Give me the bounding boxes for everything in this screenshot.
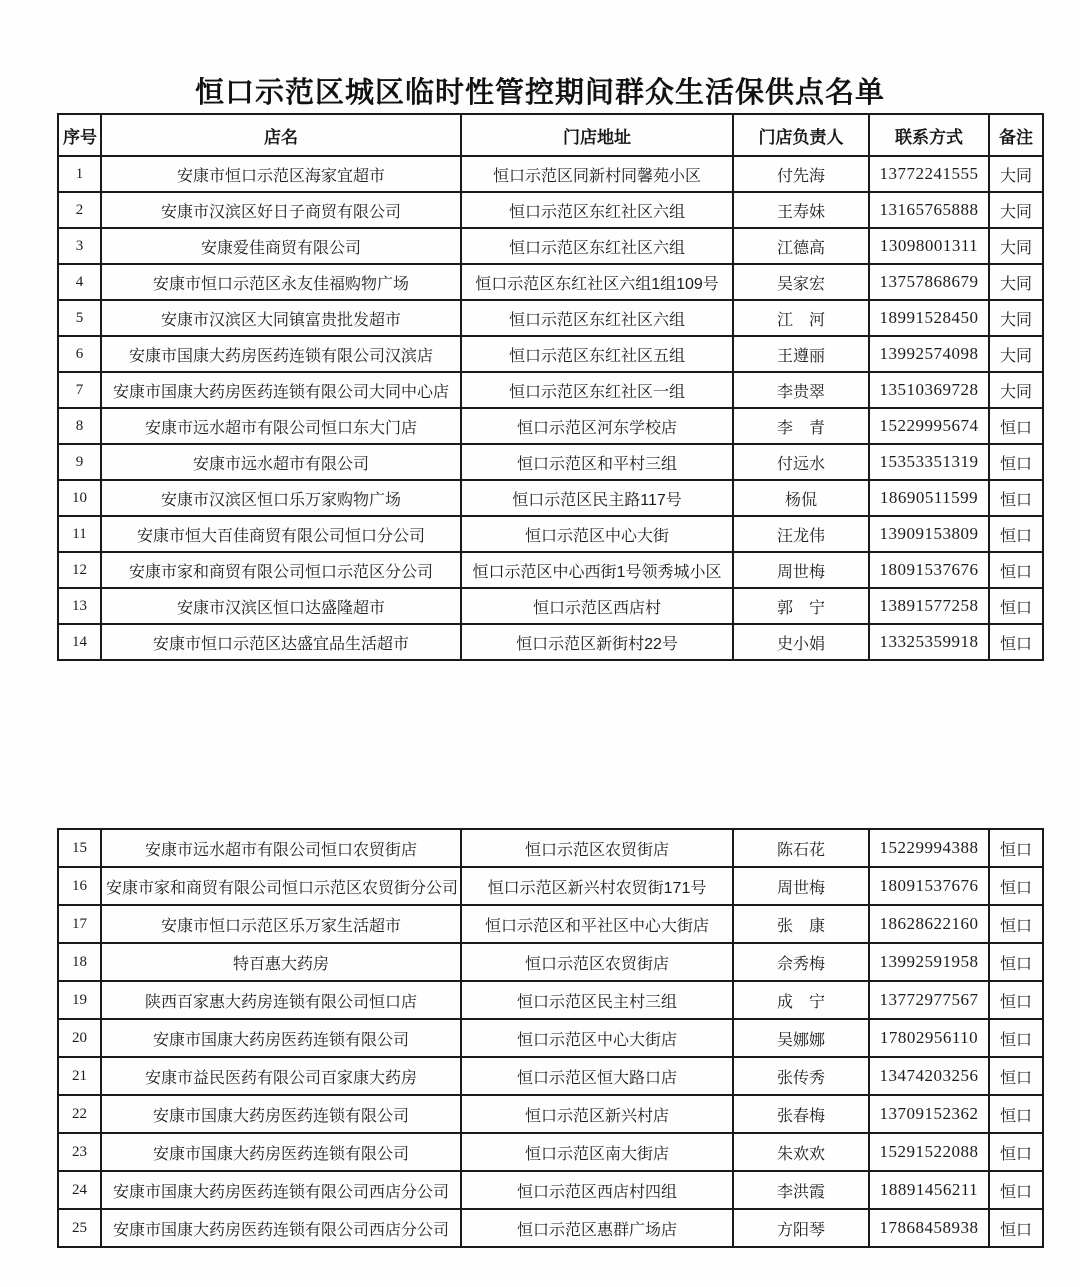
note-cell: 恒口 (989, 480, 1043, 516)
col-header-address: 门店地址 (461, 114, 733, 156)
table-row (58, 1095, 1043, 1133)
contact-phone-cell: 13772977567 (869, 981, 989, 1019)
note-cell: 恒口 (989, 624, 1043, 660)
store-manager-cell: 吴家宏 (733, 264, 869, 300)
row-serial-cell: 20 (58, 1019, 101, 1057)
store-name-cell: 安康市汉滨区恒口达盛隆超市 (101, 588, 461, 624)
store-name-cell: 安康爱佳商贸有限公司 (101, 228, 461, 264)
contact-phone-cell: 18891456211 (869, 1171, 989, 1209)
store-manager-cell: 方阳琴 (733, 1209, 869, 1247)
store-address-cell: 恒口示范区河东学校店 (461, 408, 733, 444)
col-header-store: 店名 (101, 114, 461, 156)
table-row (58, 1209, 1043, 1247)
table-row (58, 408, 1043, 444)
row-serial-cell: 21 (58, 1057, 101, 1095)
col-header-manager: 门店负责人 (733, 114, 869, 156)
col-header-serial: 序号 (58, 114, 101, 156)
store-manager-cell: 朱欢欢 (733, 1133, 869, 1171)
note-cell: 恒口 (989, 905, 1043, 943)
store-name-cell: 安康市恒口示范区达盛宜品生活超市 (101, 624, 461, 660)
table-row (58, 156, 1043, 192)
table-row (58, 480, 1043, 516)
store-address-cell: 恒口示范区中心大街 (461, 516, 733, 552)
store-name-cell: 安康市汉滨区好日子商贸有限公司 (101, 192, 461, 228)
row-serial-cell: 13 (58, 588, 101, 624)
store-address-cell: 恒口示范区农贸街店 (461, 829, 733, 867)
note-cell: 恒口 (989, 1057, 1043, 1095)
store-address-cell: 恒口示范区新街村22号 (461, 624, 733, 660)
contact-phone-cell: 13909153809 (869, 516, 989, 552)
note-cell: 恒口 (989, 943, 1043, 981)
supply-points-table-page2 (57, 828, 1044, 1248)
row-serial-cell: 10 (58, 480, 101, 516)
row-serial-cell: 25 (58, 1209, 101, 1247)
row-serial-cell: 5 (58, 300, 101, 336)
store-manager-cell: 成 宁 (733, 981, 869, 1019)
store-manager-cell: 张春梅 (733, 1095, 869, 1133)
table-row (58, 516, 1043, 552)
note-cell: 大同 (989, 192, 1043, 228)
store-manager-cell: 王寿妹 (733, 192, 869, 228)
contact-phone-cell: 13325359918 (869, 624, 989, 660)
store-manager-cell: 张 康 (733, 905, 869, 943)
store-name-cell: 安康市国康大药房医药连锁有限公司西店分公司 (101, 1209, 461, 1247)
row-serial-cell: 2 (58, 192, 101, 228)
row-serial-cell: 22 (58, 1095, 101, 1133)
table-row (58, 588, 1043, 624)
contact-phone-cell: 15229995674 (869, 408, 989, 444)
store-manager-cell: 杨侃 (733, 480, 869, 516)
store-manager-cell: 史小娟 (733, 624, 869, 660)
store-address-cell: 恒口示范区东红社区六组 (461, 192, 733, 228)
note-cell: 大同 (989, 372, 1043, 408)
note-cell: 大同 (989, 336, 1043, 372)
store-name-cell: 安康市汉滨区大同镇富贵批发超市 (101, 300, 461, 336)
store-name-cell: 安康市恒口示范区海家宜超市 (101, 156, 461, 192)
store-address-cell: 恒口示范区惠群广场店 (461, 1209, 733, 1247)
table-row (58, 192, 1043, 228)
store-manager-cell: 汪龙伟 (733, 516, 869, 552)
contact-phone-cell: 15291522088 (869, 1133, 989, 1171)
table-row (58, 1171, 1043, 1209)
store-manager-cell: 周世梅 (733, 552, 869, 588)
contact-phone-cell: 13891577258 (869, 588, 989, 624)
note-cell: 恒口 (989, 552, 1043, 588)
table-row (58, 829, 1043, 867)
store-manager-cell: 付远水 (733, 444, 869, 480)
col-header-contact: 联系方式 (869, 114, 989, 156)
table-row (58, 552, 1043, 588)
store-name-cell: 安康市家和商贸有限公司恒口示范区农贸街分公司 (101, 867, 461, 905)
row-serial-cell: 15 (58, 829, 101, 867)
store-name-cell: 陕西百家惠大药房连锁有限公司恒口店 (101, 981, 461, 1019)
row-serial-cell: 17 (58, 905, 101, 943)
table-row (58, 264, 1043, 300)
store-name-cell: 安康市益民医药有限公司百家康大药房 (101, 1057, 461, 1095)
page-title: 恒口示范区城区临时性管控期间群众生活保供点名单 (194, 77, 885, 109)
store-address-cell: 恒口示范区民主路117号 (461, 480, 733, 516)
row-serial-cell: 12 (58, 552, 101, 588)
contact-phone-cell: 13098001311 (869, 228, 989, 264)
store-address-cell: 恒口示范区西店村 (461, 588, 733, 624)
note-cell: 大同 (989, 300, 1043, 336)
row-serial-cell: 4 (58, 264, 101, 300)
row-serial-cell: 7 (58, 372, 101, 408)
store-address-cell: 恒口示范区新兴村店 (461, 1095, 733, 1133)
store-name-cell: 安康市恒大百佳商贸有限公司恒口分公司 (101, 516, 461, 552)
store-manager-cell: 陈石花 (733, 829, 869, 867)
store-name-cell: 安康市国康大药房医药连锁有限公司 (101, 1095, 461, 1133)
note-cell: 恒口 (989, 1209, 1043, 1247)
note-cell: 恒口 (989, 516, 1043, 552)
store-address-cell: 恒口示范区东红社区六组1组109号 (461, 264, 733, 300)
table-body-page2 (58, 829, 1043, 1247)
contact-phone-cell: 13165765888 (869, 192, 989, 228)
row-serial-cell: 11 (58, 516, 101, 552)
table-row (58, 981, 1043, 1019)
row-serial-cell: 24 (58, 1171, 101, 1209)
contact-phone-cell: 13757868679 (869, 264, 989, 300)
row-serial-cell: 6 (58, 336, 101, 372)
contact-phone-cell: 13992591958 (869, 943, 989, 981)
store-manager-cell: 李 青 (733, 408, 869, 444)
store-name-cell: 安康市国康大药房医药连锁有限公司大同中心店 (101, 372, 461, 408)
row-serial-cell: 1 (58, 156, 101, 192)
row-serial-cell: 19 (58, 981, 101, 1019)
note-cell: 恒口 (989, 1171, 1043, 1209)
contact-phone-cell: 13510369728 (869, 372, 989, 408)
store-name-cell: 安康市恒口示范区乐万家生活超市 (101, 905, 461, 943)
table-row (58, 228, 1043, 264)
note-cell: 恒口 (989, 981, 1043, 1019)
note-cell: 恒口 (989, 588, 1043, 624)
note-cell: 恒口 (989, 867, 1043, 905)
store-manager-cell: 周世梅 (733, 867, 869, 905)
table-row (58, 372, 1043, 408)
store-address-cell: 恒口示范区农贸街店 (461, 943, 733, 981)
store-manager-cell: 付先海 (733, 156, 869, 192)
store-manager-cell: 李洪霞 (733, 1171, 869, 1209)
table-row (58, 905, 1043, 943)
store-address-cell: 恒口示范区恒大路口店 (461, 1057, 733, 1095)
store-address-cell: 恒口示范区和平村三组 (461, 444, 733, 480)
store-name-cell: 安康市远水超市有限公司恒口农贸街店 (101, 829, 461, 867)
store-manager-cell: 王遵丽 (733, 336, 869, 372)
contact-phone-cell: 18690511599 (869, 480, 989, 516)
contact-phone-cell: 17868458938 (869, 1209, 989, 1247)
note-cell: 大同 (989, 156, 1043, 192)
store-address-cell: 恒口示范区南大街店 (461, 1133, 733, 1171)
contact-phone-cell: 18991528450 (869, 300, 989, 336)
contact-phone-cell: 18091537676 (869, 552, 989, 588)
store-manager-cell: 张传秀 (733, 1057, 869, 1095)
table-row (58, 300, 1043, 336)
store-address-cell: 恒口示范区和平社区中心大街店 (461, 905, 733, 943)
store-manager-cell: 郭 宁 (733, 588, 869, 624)
contact-phone-cell: 15353351319 (869, 444, 989, 480)
contact-phone-cell: 18091537676 (869, 867, 989, 905)
contact-phone-cell: 13992574098 (869, 336, 989, 372)
row-serial-cell: 3 (58, 228, 101, 264)
header-row (58, 114, 1043, 156)
store-name-cell: 安康市国康大药房医药连锁有限公司 (101, 1133, 461, 1171)
store-name-cell: 安康市汉滨区恒口乐万家购物广场 (101, 480, 461, 516)
col-header-note: 备注 (989, 114, 1043, 156)
store-address-cell: 恒口示范区东红社区六组 (461, 300, 733, 336)
row-serial-cell: 23 (58, 1133, 101, 1171)
store-address-cell: 恒口示范区东红社区一组 (461, 372, 733, 408)
note-cell: 恒口 (989, 1019, 1043, 1057)
note-cell: 大同 (989, 228, 1043, 264)
store-name-cell: 安康市恒口示范区永友佳福购物广场 (101, 264, 461, 300)
store-name-cell: 安康市远水超市有限公司恒口东大门店 (101, 408, 461, 444)
table-body-page1 (58, 156, 1043, 660)
table-row (58, 943, 1043, 981)
store-address-cell: 恒口示范区中心大街店 (461, 1019, 733, 1057)
store-name-cell: 安康市国康大药房医药连锁有限公司西店分公司 (101, 1171, 461, 1209)
table-row (58, 444, 1043, 480)
contact-phone-cell: 17802956110 (869, 1019, 989, 1057)
note-cell: 恒口 (989, 1133, 1043, 1171)
note-cell: 恒口 (989, 1095, 1043, 1133)
table-row (58, 1133, 1043, 1171)
store-manager-cell: 吴娜娜 (733, 1019, 869, 1057)
store-manager-cell: 江 河 (733, 300, 869, 336)
store-address-cell: 恒口示范区新兴村农贸街171号 (461, 867, 733, 905)
store-address-cell: 恒口示范区民主村三组 (461, 981, 733, 1019)
contact-phone-cell: 13709152362 (869, 1095, 989, 1133)
note-cell: 恒口 (989, 829, 1043, 867)
row-serial-cell: 16 (58, 867, 101, 905)
note-cell: 恒口 (989, 444, 1043, 480)
table-row (58, 1019, 1043, 1057)
contact-phone-cell: 13772241555 (869, 156, 989, 192)
contact-phone-cell: 18628622160 (869, 905, 989, 943)
table-row (58, 336, 1043, 372)
supply-points-table-page1 (57, 113, 1044, 661)
row-serial-cell: 9 (58, 444, 101, 480)
note-cell: 大同 (989, 264, 1043, 300)
store-manager-cell: 李贵翠 (733, 372, 869, 408)
contact-phone-cell: 13474203256 (869, 1057, 989, 1095)
row-serial-cell: 8 (58, 408, 101, 444)
store-address-cell: 恒口示范区中心西街1号领秀城小区 (461, 552, 733, 588)
store-address-cell: 恒口示范区东红社区五组 (461, 336, 733, 372)
row-serial-cell: 18 (58, 943, 101, 981)
store-name-cell: 安康市远水超市有限公司 (101, 444, 461, 480)
table-row (58, 624, 1043, 660)
store-name-cell: 安康市国康大药房医药连锁有限公司汉滨店 (101, 336, 461, 372)
store-address-cell: 恒口示范区东红社区六组 (461, 228, 733, 264)
store-address-cell: 恒口示范区同新村同馨苑小区 (461, 156, 733, 192)
store-name-cell: 特百惠大药房 (101, 943, 461, 981)
store-name-cell: 安康市国康大药房医药连锁有限公司 (101, 1019, 461, 1057)
row-serial-cell: 14 (58, 624, 101, 660)
note-cell: 恒口 (989, 408, 1043, 444)
table-row (58, 867, 1043, 905)
store-manager-cell: 佘秀梅 (733, 943, 869, 981)
store-address-cell: 恒口示范区西店村四组 (461, 1171, 733, 1209)
store-name-cell: 安康市家和商贸有限公司恒口示范区分公司 (101, 552, 461, 588)
store-manager-cell: 江德高 (733, 228, 869, 264)
table-row (58, 1057, 1043, 1095)
contact-phone-cell: 15229994388 (869, 829, 989, 867)
